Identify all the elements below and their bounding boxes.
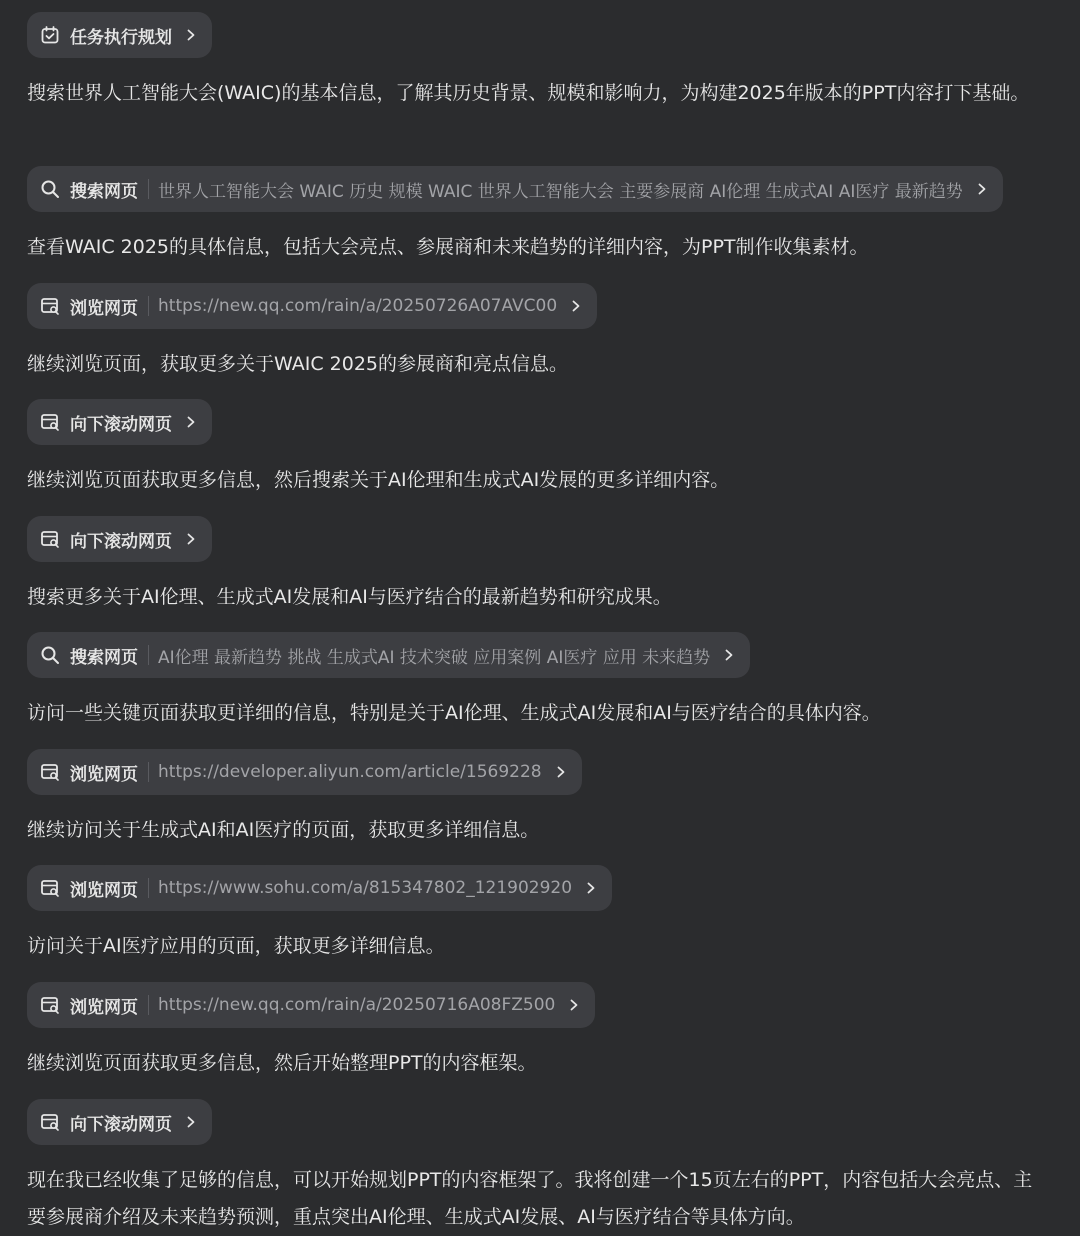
step-description: 继续浏览页面获取更多信息，然后搜索关于AI伦理和生成式AI发展的更多详细内容。 [27,469,730,491]
step-action-row [27,516,212,562]
action-label: 向下滚动网页 [70,531,172,552]
action-chip-browser[interactable] [27,516,212,562]
action-chip-browser[interactable] [27,283,597,329]
chevron-right-icon [584,881,598,895]
action-label: 浏览网页 [70,298,138,319]
browser-icon [40,995,60,1015]
step-description: 搜索更多关于AI伦理、生成式AI发展和AI与医疗结合的最新趋势和研究成果。 [27,586,672,608]
action-detail: 世界人工智能大会 WAIC 历史 规模 WAIC 世界人工智能大会 主要参展商 AI伦理 生成式AI AI医疗 最新趋势 [158,181,963,202]
search-icon [40,179,60,199]
step-action-row [27,865,612,911]
chevron-right-icon [567,998,581,1012]
action-label: 浏览网页 [70,880,138,901]
step-description: 继续浏览页面获取更多信息，然后开始整理PPT的内容框架。 [27,1052,537,1074]
step-action-row [27,283,597,329]
divider [148,878,149,898]
action-chip-browser[interactable] [27,749,582,795]
browser-icon [40,878,60,898]
chevron-right-icon [554,765,568,779]
search-icon [40,645,60,665]
divider [148,645,149,665]
step-description: 继续浏览页面，获取更多关于WAIC 2025的参展商和亮点信息。 [27,353,569,375]
action-label: 向下滚动网页 [70,1114,172,1135]
chevron-right-icon [722,648,736,662]
step-action-row [27,982,595,1028]
calendar-check-icon [40,25,60,45]
step-action-row [27,1099,212,1145]
action-label: 浏览网页 [70,997,138,1018]
divider [148,995,149,1015]
step-description: 继续访问关于生成式AI和AI医疗的页面，获取更多详细信息。 [27,819,540,841]
action-detail: https://developer.aliyun.com/article/1569228 [158,762,542,782]
step-action-row [27,749,582,795]
action-chip-browser[interactable] [27,399,212,445]
step-description: 访问一些关键页面获取更详细的信息，特别是关于AI伦理、生成式AI发展和AI与医疗结合的具体内容。 [27,702,881,724]
browser-icon [40,1112,60,1132]
divider [148,762,149,782]
divider [148,179,149,199]
step-description: 查看WAIC 2025的具体信息，包括大会亮点、参展商和未来趋势的详细内容，为PPT制作收集素材。 [27,236,869,258]
action-chip-browser[interactable] [27,982,595,1028]
chevron-right-icon [184,1115,198,1129]
action-label: 搜索网页 [70,181,138,202]
chevron-right-icon [184,415,198,429]
action-chip-search[interactable] [27,632,750,678]
browser-icon [40,529,60,549]
browser-icon [40,412,60,432]
divider [148,296,149,316]
step-description: 访问关于AI医疗应用的页面，获取更多详细信息。 [27,935,445,957]
action-label: 向下滚动网页 [70,414,172,435]
action-label: 浏览网页 [70,764,138,785]
action-chip-search[interactable] [27,166,1003,212]
step-description: 搜索世界人工智能大会(WAIC)的基本信息，了解其历史背景、规模和影响力，为构建2025年版本的PPT内容打下基础。 [27,82,1030,104]
step-action-row [27,166,1003,212]
chevron-right-icon [975,182,989,196]
action-label: 搜索网页 [70,647,138,668]
step-action-row [27,12,212,58]
chevron-right-icon [569,299,583,313]
action-detail: https://new.qq.com/rain/a/20250726A07AVC00 [158,296,558,316]
action-label: 任务执行规划 [70,27,172,48]
chevron-right-icon [184,532,198,546]
action-detail: https://new.qq.com/rain/a/20250716A08FZ500 [158,995,556,1015]
step-description: 现在我已经收集了足够的信息，可以开始规划PPT的内容框架了。我将创建一个15页左右的PPT，内容包括大会亮点、主要参展商介绍及未来趋势预测，重点突出AI伦理、生成式AI发展、AI与医疗结合等具体方向。 [27,1169,1033,1228]
browser-icon [40,296,60,316]
browser-icon [40,762,60,782]
action-detail: https://www.sohu.com/a/815347802_121902920 [158,878,573,898]
step-action-row [27,399,212,445]
step-action-row [27,632,750,678]
action-chip-browser[interactable] [27,865,612,911]
action-detail: AI伦理 最新趋势 挑战 生成式AI 技术突破 应用案例 AI医疗 应用 未来趋势 [158,647,711,668]
action-chip-browser[interactable] [27,1099,212,1145]
action-chip-calendar-check[interactable] [27,12,212,58]
chevron-right-icon [184,28,198,42]
